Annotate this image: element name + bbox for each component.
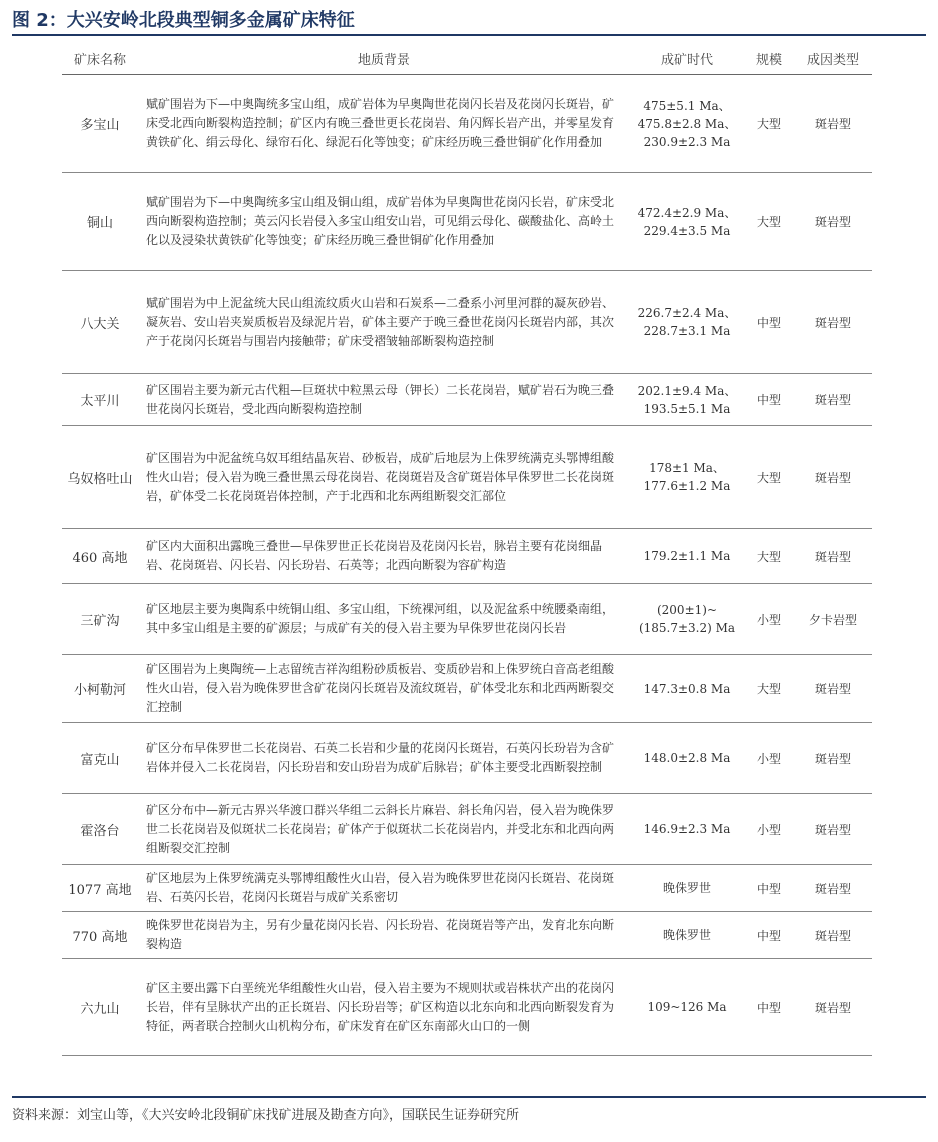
genetic-type-cell: 斑岩型 [794,529,872,584]
age-cell: 晚侏罗世 [630,865,744,912]
genetic-type-cell: 夕卡岩型 [794,584,872,655]
age-cell: 109~126 Ma [630,959,744,1056]
geology-cell: 矿区围岩为上奥陶统—上志留统吉祥沟组粉砂质板岩、变质砂岩和上侏罗统白音高老组酸性火山岩，侵入岩为晚侏罗世含矿花岗闪长斑岩及流纹斑岩，矿体受北东和北西两断裂交汇控制 [138,655,630,723]
age-cell: 472.4±2.9 Ma、 229.4±3.5 Ma [630,173,744,271]
deposit-name-cell: 铜山 [62,173,138,271]
age-cell: 147.3±0.8 Ma [630,655,744,723]
age-cell: 226.7±2.4 Ma、 228.7±3.1 Ma [630,271,744,374]
geology-cell: 赋矿围岩为中上泥盆统大民山组流纹质火山岩和石炭系—二叠系小河里河群的凝灰砂岩、凝灰岩、安山岩夹炭质板岩及绿泥片岩，矿体主要产于晚三叠世花岗闪长斑岩内部，其次产于花岗闪长斑岩与围岩内接触带；矿床受褶皱轴部断裂构造控制 [138,271,630,374]
table-row [62,865,872,912]
header-deposit-name: 矿床名称 [62,42,138,75]
genetic-type-cell: 斑岩型 [794,723,872,794]
scale-cell: 中型 [744,959,794,1056]
genetic-type-cell: 斑岩型 [794,655,872,723]
scale-cell: 中型 [744,374,794,426]
deposit-name-cell: 460 高地 [62,529,138,584]
age-cell: 475±5.1 Ma、 475.8±2.8 Ma、 230.9±2.3 Ma [630,75,744,173]
genetic-type-cell: 斑岩型 [794,173,872,271]
deposit-name-cell: 三矿沟 [62,584,138,655]
scale-cell: 小型 [744,723,794,794]
table-row [62,374,872,426]
table-row [62,529,872,584]
scale-cell: 中型 [744,912,794,959]
scale-cell: 小型 [744,584,794,655]
table-row [62,173,872,271]
scale-cell: 大型 [744,75,794,173]
genetic-type-cell: 斑岩型 [794,374,872,426]
scale-cell: 大型 [744,173,794,271]
header-age: 成矿时代 [630,42,744,75]
genetic-type-cell: 斑岩型 [794,912,872,959]
age-cell: 148.0±2.8 Ma [630,723,744,794]
deposit-name-cell: 770 高地 [62,912,138,959]
table-row [62,655,872,723]
age-cell: 179.2±1.1 Ma [630,529,744,584]
deposit-table [62,42,872,1056]
geology-cell: 矿区围岩主要为新元古代粗—巨斑状中粒黑云母（钾长）二长花岗岩，赋矿岩石为晚三叠世花岗闪长斑岩，受北西向断裂构造控制 [138,374,630,426]
geology-cell: 赋矿围岩为下—中奥陶统多宝山组及铜山组，成矿岩体为早奥陶世花岗闪长岩，矿床受北西向断裂构造控制；英云闪长岩侵入多宝山组安山岩，可见绢云母化、碳酸盐化、高岭土化以及浸染状黄铁矿化等蚀变；矿床经历晚三叠世铜矿化作用叠加 [138,173,630,271]
header-scale: 规模 [744,42,794,75]
deposit-name-cell: 1077 高地 [62,865,138,912]
deposit-name-cell: 乌奴格吐山 [62,426,138,529]
genetic-type-cell: 斑岩型 [794,271,872,374]
age-cell: (200±1)~ (185.7±3.2) Ma [630,584,744,655]
deposit-name-cell: 小柯勒河 [62,655,138,723]
scale-cell: 大型 [744,426,794,529]
deposit-name-cell: 六九山 [62,959,138,1056]
header-genetic-type: 成因类型 [794,42,872,75]
figure-title: 图 2：大兴安岭北段典型铜多金属矿床特征 [12,8,926,36]
age-cell: 146.9±2.3 Ma [630,794,744,865]
geology-cell: 晚侏罗世花岗岩为主，另有少量花岗闪长岩、闪长玢岩、花岗斑岩等产出，发育北东向断裂构造 [138,912,630,959]
table-row [62,912,872,959]
age-cell: 晚侏罗世 [630,912,744,959]
scale-cell: 大型 [744,529,794,584]
deposit-name-cell: 太平川 [62,374,138,426]
header-geology: 地质背景 [138,42,630,75]
source-note: 资料来源：刘宝山等，《大兴安岭北段铜矿床找矿进展及勘查方向》，国联民生证券研究所 [12,1096,926,1123]
geology-cell: 赋矿围岩为下—中奥陶统多宝山组，成矿岩体为早奥陶世花岗闪长岩及花岗闪长斑岩，矿床受北西向断裂构造控制；矿区内有晚三叠世更长花岗岩、角闪辉长岩产出，并零星发育黄铁矿化、绢云母化、绿帘石化、绿泥石化等蚀变；矿床经历晚三叠世铜矿化作用叠加 [138,75,630,173]
genetic-type-cell: 斑岩型 [794,426,872,529]
geology-cell: 矿区主要出露下白垩统光华组酸性火山岩，侵入岩主要为不规则状或岩株状产出的花岗闪长岩，伴有呈脉状产出的正长斑岩、闪长玢岩等；矿区构造以北东向和北西向断裂发育为特征，两者联合控制火山机构分布，矿床发育在矿区东南部火山口的一侧 [138,959,630,1056]
deposit-name-cell: 富克山 [62,723,138,794]
genetic-type-cell: 斑岩型 [794,794,872,865]
table-row [62,794,872,865]
genetic-type-cell: 斑岩型 [794,865,872,912]
geology-cell: 矿区地层为上侏罗统满克头鄂博组酸性火山岩，侵入岩为晚侏罗世花岗闪长斑岩、花岗斑岩、石英闪长岩，花岗闪长斑岩与成矿关系密切 [138,865,630,912]
scale-cell: 小型 [744,794,794,865]
deposit-name-cell: 霍洛台 [62,794,138,865]
geology-cell: 矿区分布早侏罗世二长花岗岩、石英二长岩和少量的花岗闪长斑岩，石英闪长玢岩为含矿岩体并侵入二长花岗岩，闪长玢岩和安山玢岩为成矿后脉岩；矿体主要受北西断裂控制 [138,723,630,794]
scale-cell: 中型 [744,271,794,374]
table-row [62,271,872,374]
age-cell: 178±1 Ma、 177.6±1.2 Ma [630,426,744,529]
scale-cell: 大型 [744,655,794,723]
geology-cell: 矿区地层主要为奥陶系中统铜山组、多宝山组，下统裸河组，以及泥盆系中统腰桑南组，其中多宝山组是主要的矿源层；与成矿有关的侵入岩主要为早侏罗世花岗闪长岩 [138,584,630,655]
geology-cell: 矿区内大面积出露晚三叠世—早侏罗世正长花岗岩及花岗闪长岩，脉岩主要有花岗细晶岩、花岗斑岩、闪长岩、闪长玢岩、石英等；北西向断裂为容矿构造 [138,529,630,584]
table-row [62,584,872,655]
geology-cell: 矿区围岩为中泥盆统乌奴耳组结晶灰岩、砂板岩，成矿后地层为上侏罗统满克头鄂博组酸性火山岩；侵入岩为晚三叠世黑云母花岗岩、花岗斑岩及含矿斑岩体早侏罗世二长花岗斑岩，矿体受二长花岗斑岩体控制，产于北西和北东两组断裂交汇部位 [138,426,630,529]
table-row [62,426,872,529]
genetic-type-cell: 斑岩型 [794,75,872,173]
age-cell: 202.1±9.4 Ma、 193.5±5.1 Ma [630,374,744,426]
scale-cell: 中型 [744,865,794,912]
deposit-name-cell: 八大关 [62,271,138,374]
geology-cell: 矿区分布中—新元古界兴华渡口群兴华组二云斜长片麻岩、斜长角闪岩，侵入岩为晚侏罗世二长花岗岩及似斑状二长花岗岩；矿体产于似斑状二长花岗岩内，并受北东和北西向两组断裂交汇控制 [138,794,630,865]
table-row [62,723,872,794]
genetic-type-cell: 斑岩型 [794,959,872,1056]
table-row [62,959,872,1056]
deposit-name-cell: 多宝山 [62,75,138,173]
table-row [62,75,872,173]
table-header-row [62,42,872,75]
